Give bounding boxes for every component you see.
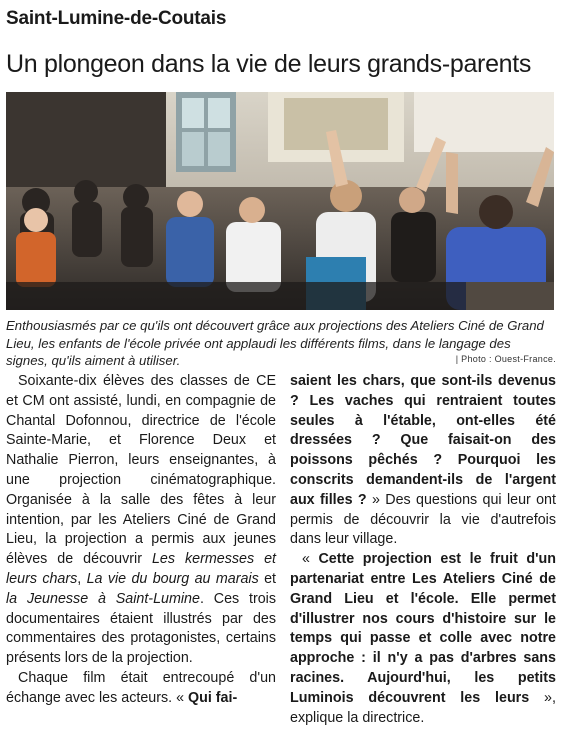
text-run: Chaque film était entrecoupé d'un échange avec les acteurs. « — [6, 669, 276, 706]
film-title: la Jeunesse à Saint-Lumine — [6, 590, 200, 607]
paragraph — [6, 372, 276, 669]
photo-caption: Enthousiasmés par ce qu'ils ont découvert grâce aux projections des Ateliers Ciné de Grand Lieu, les enfants de l'école privée ont applaudi les différents films, dans le langage des signes, qu'ils aiment à utiliser. — [6, 318, 544, 368]
text-run: » Des questions qui leur ont permis de découvrir la vie d'autrefois dans leur village. — [290, 491, 556, 548]
classroom-photo-illustration — [6, 92, 554, 310]
quote-text: Cette projection est le fruit d'un partenariat entre Les Ateliers Ciné de Grand Lieu et l'école. Elle permet d'illustrer nos cours d'histoire sur le temps qui passe et colle avec notre approche : il n'y a pas d'arbres sans racines. Aujourd'hui, les petits Luminois découvrent les leurs — [290, 551, 556, 706]
text-run: « — [302, 551, 319, 568]
article-photo — [6, 92, 554, 310]
text-run: et — [258, 570, 276, 587]
film-title: Les kermesses et leurs chars — [6, 551, 276, 587]
article-column-1 — [6, 372, 276, 709]
film-title: La vie du bourg au marais — [86, 570, 259, 587]
quote-text: Qui fai- — [188, 689, 238, 706]
text-run: , — [77, 570, 87, 587]
article-column-2 — [290, 372, 556, 728]
paragraph — [290, 550, 556, 728]
paragraph — [6, 669, 276, 709]
text-run: », explique la directrice. — [290, 689, 556, 726]
location-kicker: Saint-Lumine-de-Coutais — [6, 8, 227, 29]
headline: Un plongeon dans la vie de leurs grands-parents — [6, 50, 532, 78]
text-run: . Ces trois documentaires étaient illustrés par des commentaires des protagonistes, certains présents lors de la projection. — [6, 590, 276, 667]
quote-text: saient les chars, que sont-ils devenus ? Les vaches qui rentraient toutes seules à l'étable, ont-elles été dressées ? Que faisait-on des poissons pêchés ? Pourquoi les conscrits demandent-ils de l'argent aux filles ? — [290, 373, 556, 508]
photo-credit: | Photo : Ouest-France. — [455, 354, 556, 364]
text-run: Soixante-dix élèves des classes de CE et CM ont assisté, lundi, en compagnie de Chantal Dofonnou, directrice de l'école Sainte-Marie, et Florence Deux et Nathalie Pierron, leurs enseignantes, à une projection cinématographique. Organisée à la salle des fêtes à leur intention, par les Ateliers Ciné de Grand Lieu, la projection a permis aux jeunes élèves de découvrir — [6, 373, 276, 568]
paragraph — [290, 372, 556, 550]
